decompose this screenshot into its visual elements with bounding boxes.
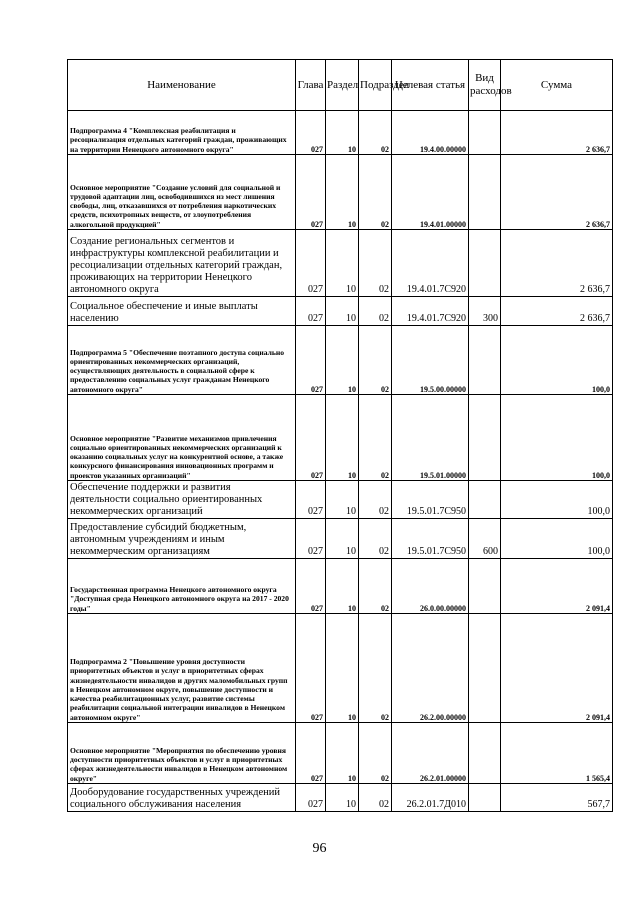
row-razdel: 10 [326,519,359,559]
row-razdel: 10 [326,230,359,297]
row-podrazdel: 02 [359,723,392,784]
row-name: Подпрограмма 4 "Комплексная реабилитация и ресоциализация отдельных категорий граждан, проживающих на территории Ненецкого автономного округа" [68,111,296,155]
table-row [68,326,613,395]
row-vid: 600 [469,519,501,559]
table-row [68,111,613,155]
row-razdel: 10 [326,111,359,155]
row-podrazdel: 02 [359,481,392,519]
row-podrazdel: 02 [359,559,392,614]
row-sum: 100,0 [501,395,613,481]
row-podrazdel: 02 [359,614,392,723]
row-name: Основное мероприятие "Создание условий для социальной и трудовой адаптации лиц, освободившихся из мест лишения свободы, лиц, отказавшихся от потребления наркотических средств, психотропных веществ, от злоупотребления алкогольной продукцией" [68,155,296,230]
row-sum: 2 091,4 [501,559,613,614]
row-glava: 027 [296,297,326,326]
table-row [68,519,613,559]
row-name: Основное мероприятие "Мероприятия по обеспечению уровня доступности приоритетных объектов и услуг в приоритетных сферах жизнедеятельности инвалидов в Ненецком автономном округе" [68,723,296,784]
row-glava: 027 [296,326,326,395]
row-glava: 027 [296,723,326,784]
row-target: 26.0.00.00000 [392,559,469,614]
header-target: Целевая статья [392,60,469,111]
row-vid [469,395,501,481]
row-target: 19.4.01.7С920 [392,230,469,297]
row-vid [469,481,501,519]
budget-table [67,59,613,812]
row-sum: 567,7 [501,784,613,812]
row-glava: 027 [296,111,326,155]
row-razdel: 10 [326,559,359,614]
row-vid [469,559,501,614]
table-row [68,784,613,812]
row-target: 19.5.01.7С950 [392,481,469,519]
row-vid [469,230,501,297]
row-razdel: 10 [326,297,359,326]
row-podrazdel: 02 [359,326,392,395]
row-sum: 100,0 [501,326,613,395]
header-razdel: Раздел [326,60,359,111]
row-sum: 2 636,7 [501,155,613,230]
row-razdel: 10 [326,784,359,812]
row-glava: 027 [296,395,326,481]
row-razdel: 10 [326,155,359,230]
table-row [68,395,613,481]
table-row [68,155,613,230]
row-name: Создание региональных сегментов и инфраструктуры комплексной реабилитации и ресоциализации отдельных категорий граждан, проживающих на территории Ненецкого автономного округа [68,230,296,297]
row-podrazdel: 02 [359,519,392,559]
table-row [68,230,613,297]
row-sum: 100,0 [501,519,613,559]
table-row [68,559,613,614]
row-vid: 300 [469,297,501,326]
row-name: Обеспечение поддержки и развития деятельности социально ориентированных некоммерческих организаций [68,481,296,519]
row-target: 26.2.01.00000 [392,723,469,784]
row-sum: 1 565,4 [501,723,613,784]
header-vid: Вид расходов [469,60,501,111]
row-sum: 2 636,7 [501,111,613,155]
table-row [68,614,613,723]
row-vid [469,723,501,784]
row-vid [469,111,501,155]
row-name: Предоставление субсидий бюджетным, автономным учреждениям и иным некоммерческим организациям [68,519,296,559]
row-sum: 2 636,7 [501,230,613,297]
row-glava: 027 [296,519,326,559]
row-podrazdel: 02 [359,297,392,326]
row-target: 19.5.00.00000 [392,326,469,395]
row-glava: 027 [296,784,326,812]
row-target: 26.2.00.00000 [392,614,469,723]
header-name: Наименование [68,60,296,111]
row-vid [469,326,501,395]
row-name: Государственная программа Ненецкого автономного округа "Доступная среда Ненецкого автономного округа на 2017 - 2020 годы" [68,559,296,614]
row-razdel: 10 [326,326,359,395]
row-target: 19.5.01.00000 [392,395,469,481]
row-razdel: 10 [326,395,359,481]
table-row [68,297,613,326]
row-podrazdel: 02 [359,230,392,297]
row-vid [469,155,501,230]
header-glava: Глава [296,60,326,111]
table-row [68,481,613,519]
row-razdel: 10 [326,614,359,723]
row-podrazdel: 02 [359,155,392,230]
row-razdel: 10 [326,723,359,784]
row-vid [469,614,501,723]
row-podrazdel: 02 [359,395,392,481]
row-name: Социальное обеспечение и иные выплаты населению [68,297,296,326]
row-podrazdel: 02 [359,784,392,812]
row-sum: 100,0 [501,481,613,519]
row-name: Дооборудование государственных учреждений социального обслуживания населения [68,784,296,812]
row-glava: 027 [296,481,326,519]
row-razdel: 10 [326,481,359,519]
row-sum: 2 636,7 [501,297,613,326]
table-row [68,723,613,784]
row-target: 26.2.01.7Д010 [392,784,469,812]
header-row [68,60,613,111]
row-glava: 027 [296,614,326,723]
row-glava: 027 [296,230,326,297]
row-name: Подпрограмма 5 "Обеспечение поэтапного доступа социально ориентированных некоммерческих организаций, осуществляющих деятельность в социальной сфере к предоставлению социальных услуг гражданам Ненецкого автономного округа" [68,326,296,395]
page-number: 96 [312,841,327,856]
row-glava: 027 [296,559,326,614]
row-sum: 2 091,4 [501,614,613,723]
row-podrazdel: 02 [359,111,392,155]
row-name: Основное мероприятие "Развитие механизмов привлечения социально ориентированных некоммерческих организаций к оказанию социальных услуг на конкурентной основе, а также конкурсного финансирования инновационных программ и проектов указанных организаций" [68,395,296,481]
row-target: 19.4.01.7С920 [392,297,469,326]
row-target: 19.5.01.7С950 [392,519,469,559]
row-name: Подпрограмма 2 "Повышение уровня доступности приоритетных объектов и услуг в приоритетных сферах жизнедеятельности инвалидов и других маломобильных групп в Ненецком автономном округе, повышение доступности и качества реабилитационных услуг, развитие системы реабилитации социальной интеграции инвалидов в Ненецком автономном округе" [68,614,296,723]
row-glava: 027 [296,155,326,230]
row-target: 19.4.00.00000 [392,111,469,155]
row-target: 19.4.01.00000 [392,155,469,230]
header-podrazdel: Подраздел [359,60,392,111]
header-sum: Сумма [501,60,613,111]
row-vid [469,784,501,812]
